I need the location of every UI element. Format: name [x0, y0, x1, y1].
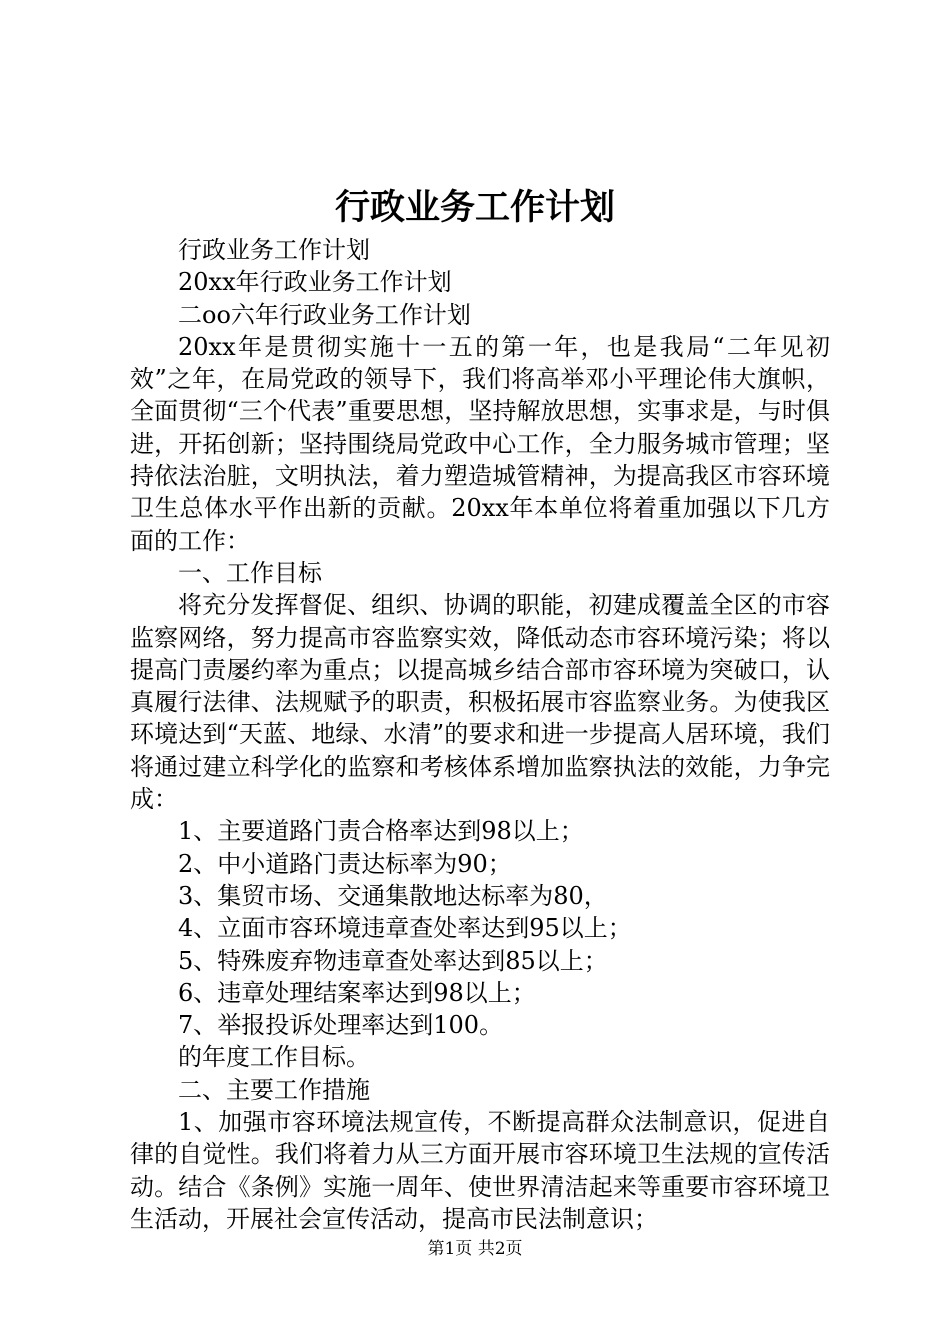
- document-body: [130, 234, 830, 1235]
- paragraph-intro: 20xx年是贯彻实施十一五的第一年，也是我局“二年见初效”之年，在局党政的领导下，我们将高举邓小平理论伟大旗帜，全面贯彻“三个代表”重要思想，坚持解放思想，实事求是，与时俱进，开拓创新；坚持围绕局党政中心工作，全力服务城市管理；坚持依法治脏，文明执法，着力塑造城管精神，为提高我区市容环境卫生总体水平作出新的贡献。20xx年本单位将着重加强以下几方面的工作：: [130, 332, 830, 555]
- document-title: 行政业务工作计划: [334, 187, 615, 228]
- paragraph-heading-repeat: 行政业务工作计划: [178, 236, 370, 264]
- section-heading-measures: 二、主要工作措施: [178, 1075, 370, 1104]
- page-footer: 第1页 共2页: [427, 1239, 523, 1259]
- goal-item-1: 1、主要道路门责合格率达到98以上；: [178, 817, 584, 846]
- paragraph-measure-1: 1、加强市容环境法规宣传，不断提高群众法制意识，促进自律的自觉性。我们将着力从三方面开展市容环境卫生法规的宣传活动。结合《条例》实施一周年、使世界清洁起来等重要市容环境卫生活动，开展社会宣传活动，提高市民法制意识；: [130, 1108, 830, 1233]
- goal-item-4: 4、立面市容环境违章查处率达到95以上；: [178, 914, 632, 943]
- goal-item-5: 5、特殊废弃物违章查处率达到85以上；: [178, 946, 608, 975]
- goal-item-6: 6、违章处理结案率达到98以上；: [178, 978, 536, 1007]
- section-heading-goals: 一、工作目标: [178, 558, 322, 587]
- goal-item-3: 3、集贸市场、交通集散地达标率为80，: [178, 881, 608, 910]
- goal-item-2: 2、中小道路门责达标率为90；: [178, 849, 512, 878]
- paragraph-goals: 将充分发挥督促、组织、协调的职能，初建成覆盖全区的市容监察网络，努力提高市容监察实效，降低动态市容环境污染；将以提高门责屡约率为重点；以提高城乡结合部市容环境为突破口，认真履行法律、法规赋予的职责，积极拓展市容监察业务。为使我区环境达到“天蓝、地绿、水清”的要求和进一步提高人居环境，我们将通过建立科学化的监察和考核体系增加监察执法的效能，力争完成：: [130, 591, 830, 814]
- goal-item-7: 7、举报投诉处理率达到100。: [178, 1011, 504, 1040]
- paragraph-subtitle-2006: 二oo六年行政业务工作计划: [178, 300, 471, 329]
- paragraph-subtitle-year: 20xx年行政业务工作计划: [178, 268, 452, 297]
- paragraph-goals-closing: 的年度工作目标。: [178, 1043, 370, 1072]
